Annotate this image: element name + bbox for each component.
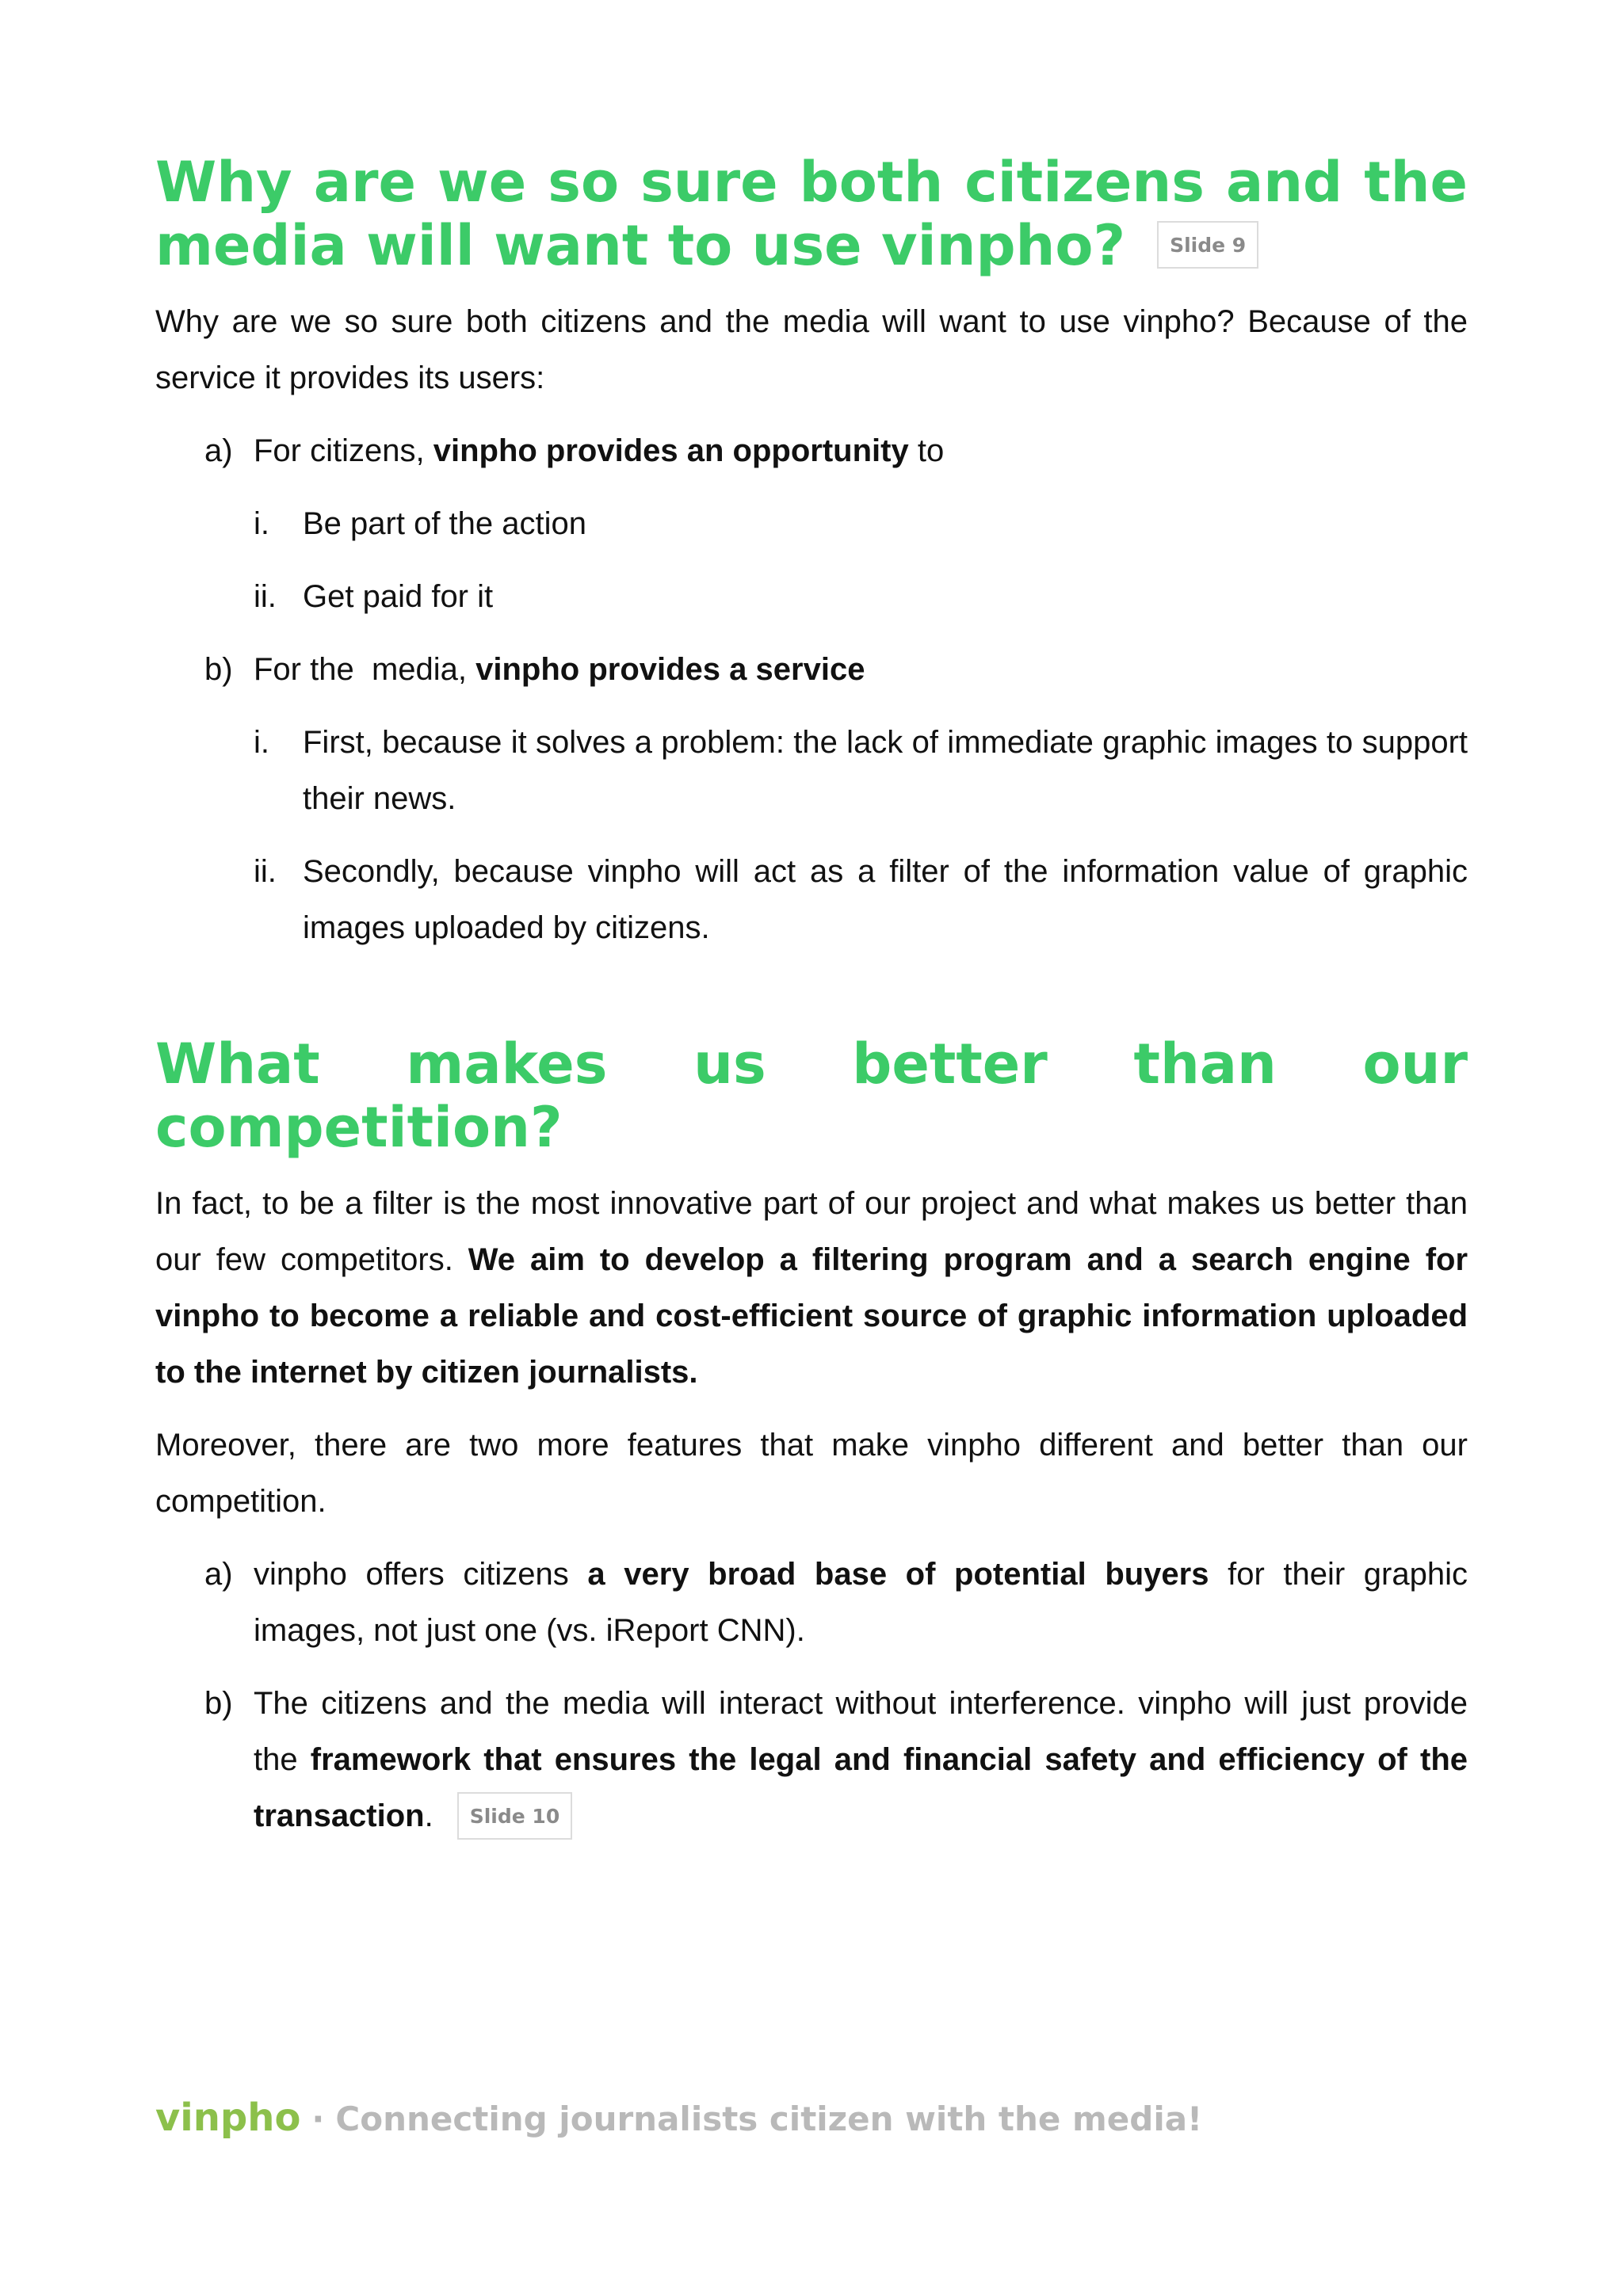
list-item-text: . (424, 1798, 433, 1833)
list-item-text: to (908, 433, 945, 468)
brand-logo-text: vinpho (155, 2096, 301, 2140)
list-item-bold-text: vinpho provides a service (475, 652, 865, 687)
list-item-text: Secondly, because vinpho will act as a filter of the information value of graphic images uploaded by citizens. (303, 854, 1468, 945)
footer-separator: · (311, 2100, 325, 2138)
list-item-text: for their graphic images, not just one (vs. iReport CNN). (254, 1557, 1468, 1648)
intro-paragraph: Why are we so sure both citizens and the media will want to use vinpho? Because of the service it provides its users: (155, 304, 1468, 395)
list-item-bold-text: framework that ensures the legal and financial safety and efficiency of the transaction (254, 1742, 1468, 1833)
document-page (155, 151, 1468, 1844)
list-marker: i. (254, 725, 269, 760)
footer-tagline: Connecting journalists citizen with the media! (335, 2100, 1203, 2138)
list-marker: ii. (254, 854, 277, 889)
page-footer (155, 2094, 1202, 2143)
section-heading (155, 151, 1468, 277)
sub-list-item (155, 844, 1468, 956)
body-paragraph (155, 1176, 1468, 1401)
sub-list-item (155, 569, 1468, 625)
list-item-bold-text: vinpho provides an opportunity (433, 433, 909, 468)
list-marker: a) (204, 1557, 233, 1592)
sub-list-item (155, 496, 1468, 552)
list-item (155, 642, 1468, 698)
paragraph-text: In fact, to be a filter is the most innovative part of our project and what makes us better than our few competitors. (155, 1186, 1468, 1277)
list-item-text: Get paid for it (303, 579, 494, 614)
list-item (155, 1676, 1468, 1844)
list-marker: b) (204, 1686, 233, 1721)
list-item-bold-text: a very broad base of potential buyers (587, 1557, 1209, 1592)
list-marker: b) (204, 652, 233, 687)
list-item-text: The citizens and the media will interact without interference. vinpho will just provide the (254, 1686, 1468, 1777)
list-marker: a) (204, 433, 233, 468)
list-item-text: For the media, (254, 652, 476, 687)
body-paragraph: Moreover, there are two more features that make vinpho different and better than our competition. (155, 1428, 1468, 1519)
list-item-text: First, because it solves a problem: the lack of immediate graphic images to support their news. (303, 725, 1468, 816)
list-item-text: For citizens, (254, 433, 433, 468)
slide-badge: Slide 9 (1157, 221, 1258, 269)
heading-text: Why are we so sure both citizens and the media will want to use vinpho? (155, 150, 1468, 278)
paragraph-bold-text: We aim to develop a filtering program and a search engine for vinpho to become a reliable and cost-efficient source of graphic information uploaded to the internet by citizen journalists. (155, 1242, 1468, 1390)
list-item (155, 423, 1468, 479)
section-heading: What makes us better than our competition? (155, 1032, 1468, 1160)
list-item (155, 1547, 1468, 1659)
list-item-text: vinpho offers citizens (254, 1557, 588, 1592)
list-marker: ii. (254, 579, 277, 614)
sub-list-item (155, 715, 1468, 827)
slide-badge: Slide 10 (457, 1792, 573, 1840)
list-item-text: Be part of the action (303, 506, 587, 541)
list-marker: i. (254, 506, 269, 541)
